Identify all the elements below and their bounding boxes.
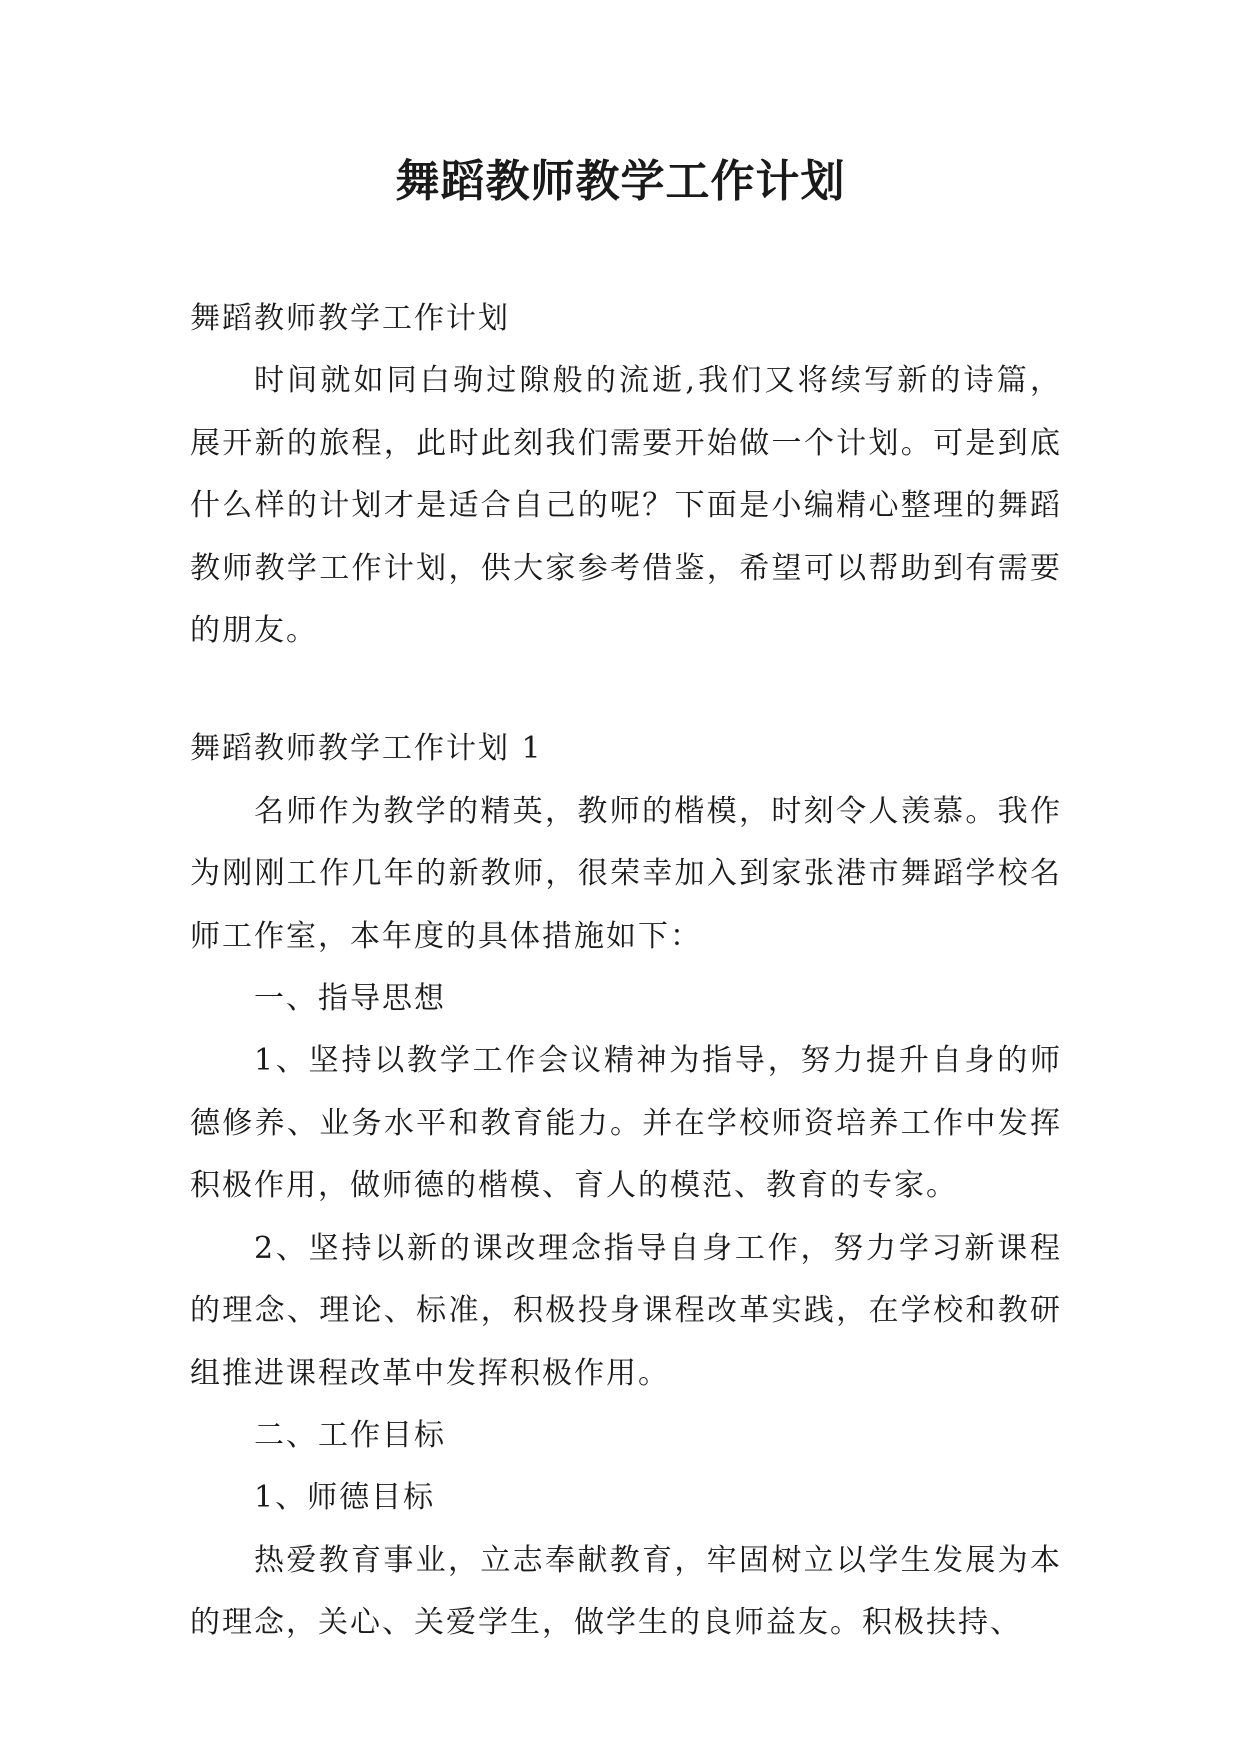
document-body	[190, 288, 1062, 1655]
document-subtitle: 舞蹈教师教学工作计划	[190, 301, 510, 336]
body-paragraph: 名师作为教学的精英，教师的楷模，时刻令人羡慕。我作为刚刚工作几年的新教师，很荣幸加入到家张港市舞蹈学校名师工作室，本年度的具体措施如下：	[190, 793, 1062, 954]
subheading-work-goals: 二、工作目标	[254, 1417, 446, 1453]
document-title: 舞蹈教师教学工作计划	[395, 156, 846, 207]
intro-paragraph: 时间就如同白驹过隙般的流逝,我们又将续写新的诗篇，展开新的旅程，此时此刻我们需要开始做一个计划。可是到底什么样的计划才是适合自己的呢？下面是小编精心整理的舞蹈教师教学工作计划，供大家参考借鉴，希望可以帮助到有需要的朋友。	[190, 363, 1062, 649]
section-heading: 舞蹈教师教学工作计划 1	[190, 731, 543, 767]
body-paragraph: 2、坚持以新的课改理念指导自身工作，努力学习新课程的理念、理论、标准，积极投身课程改革实践，在学校和教研组推进课程改革中发挥积极作用。	[190, 1230, 1062, 1391]
section-spacer	[190, 662, 1062, 718]
subheading-ethics-goals: 1、师德目标	[254, 1480, 436, 1516]
body-paragraph: 1、坚持以教学工作会议精神为指导，努力提升自身的师德修养、业务水平和教育能力。并在学校师资培养工作中发挥积极作用，做师德的楷模、育人的模范、教育的专家。	[190, 1043, 1062, 1204]
body-paragraph: 热爱教育事业，立志奉献教育，牢固树立以学生发展为本的理念，关心、关爱学生，做学生的良师益友。积极扶持、	[190, 1542, 1062, 1641]
subheading-guiding-ideology: 一、指导思想	[254, 981, 446, 1017]
